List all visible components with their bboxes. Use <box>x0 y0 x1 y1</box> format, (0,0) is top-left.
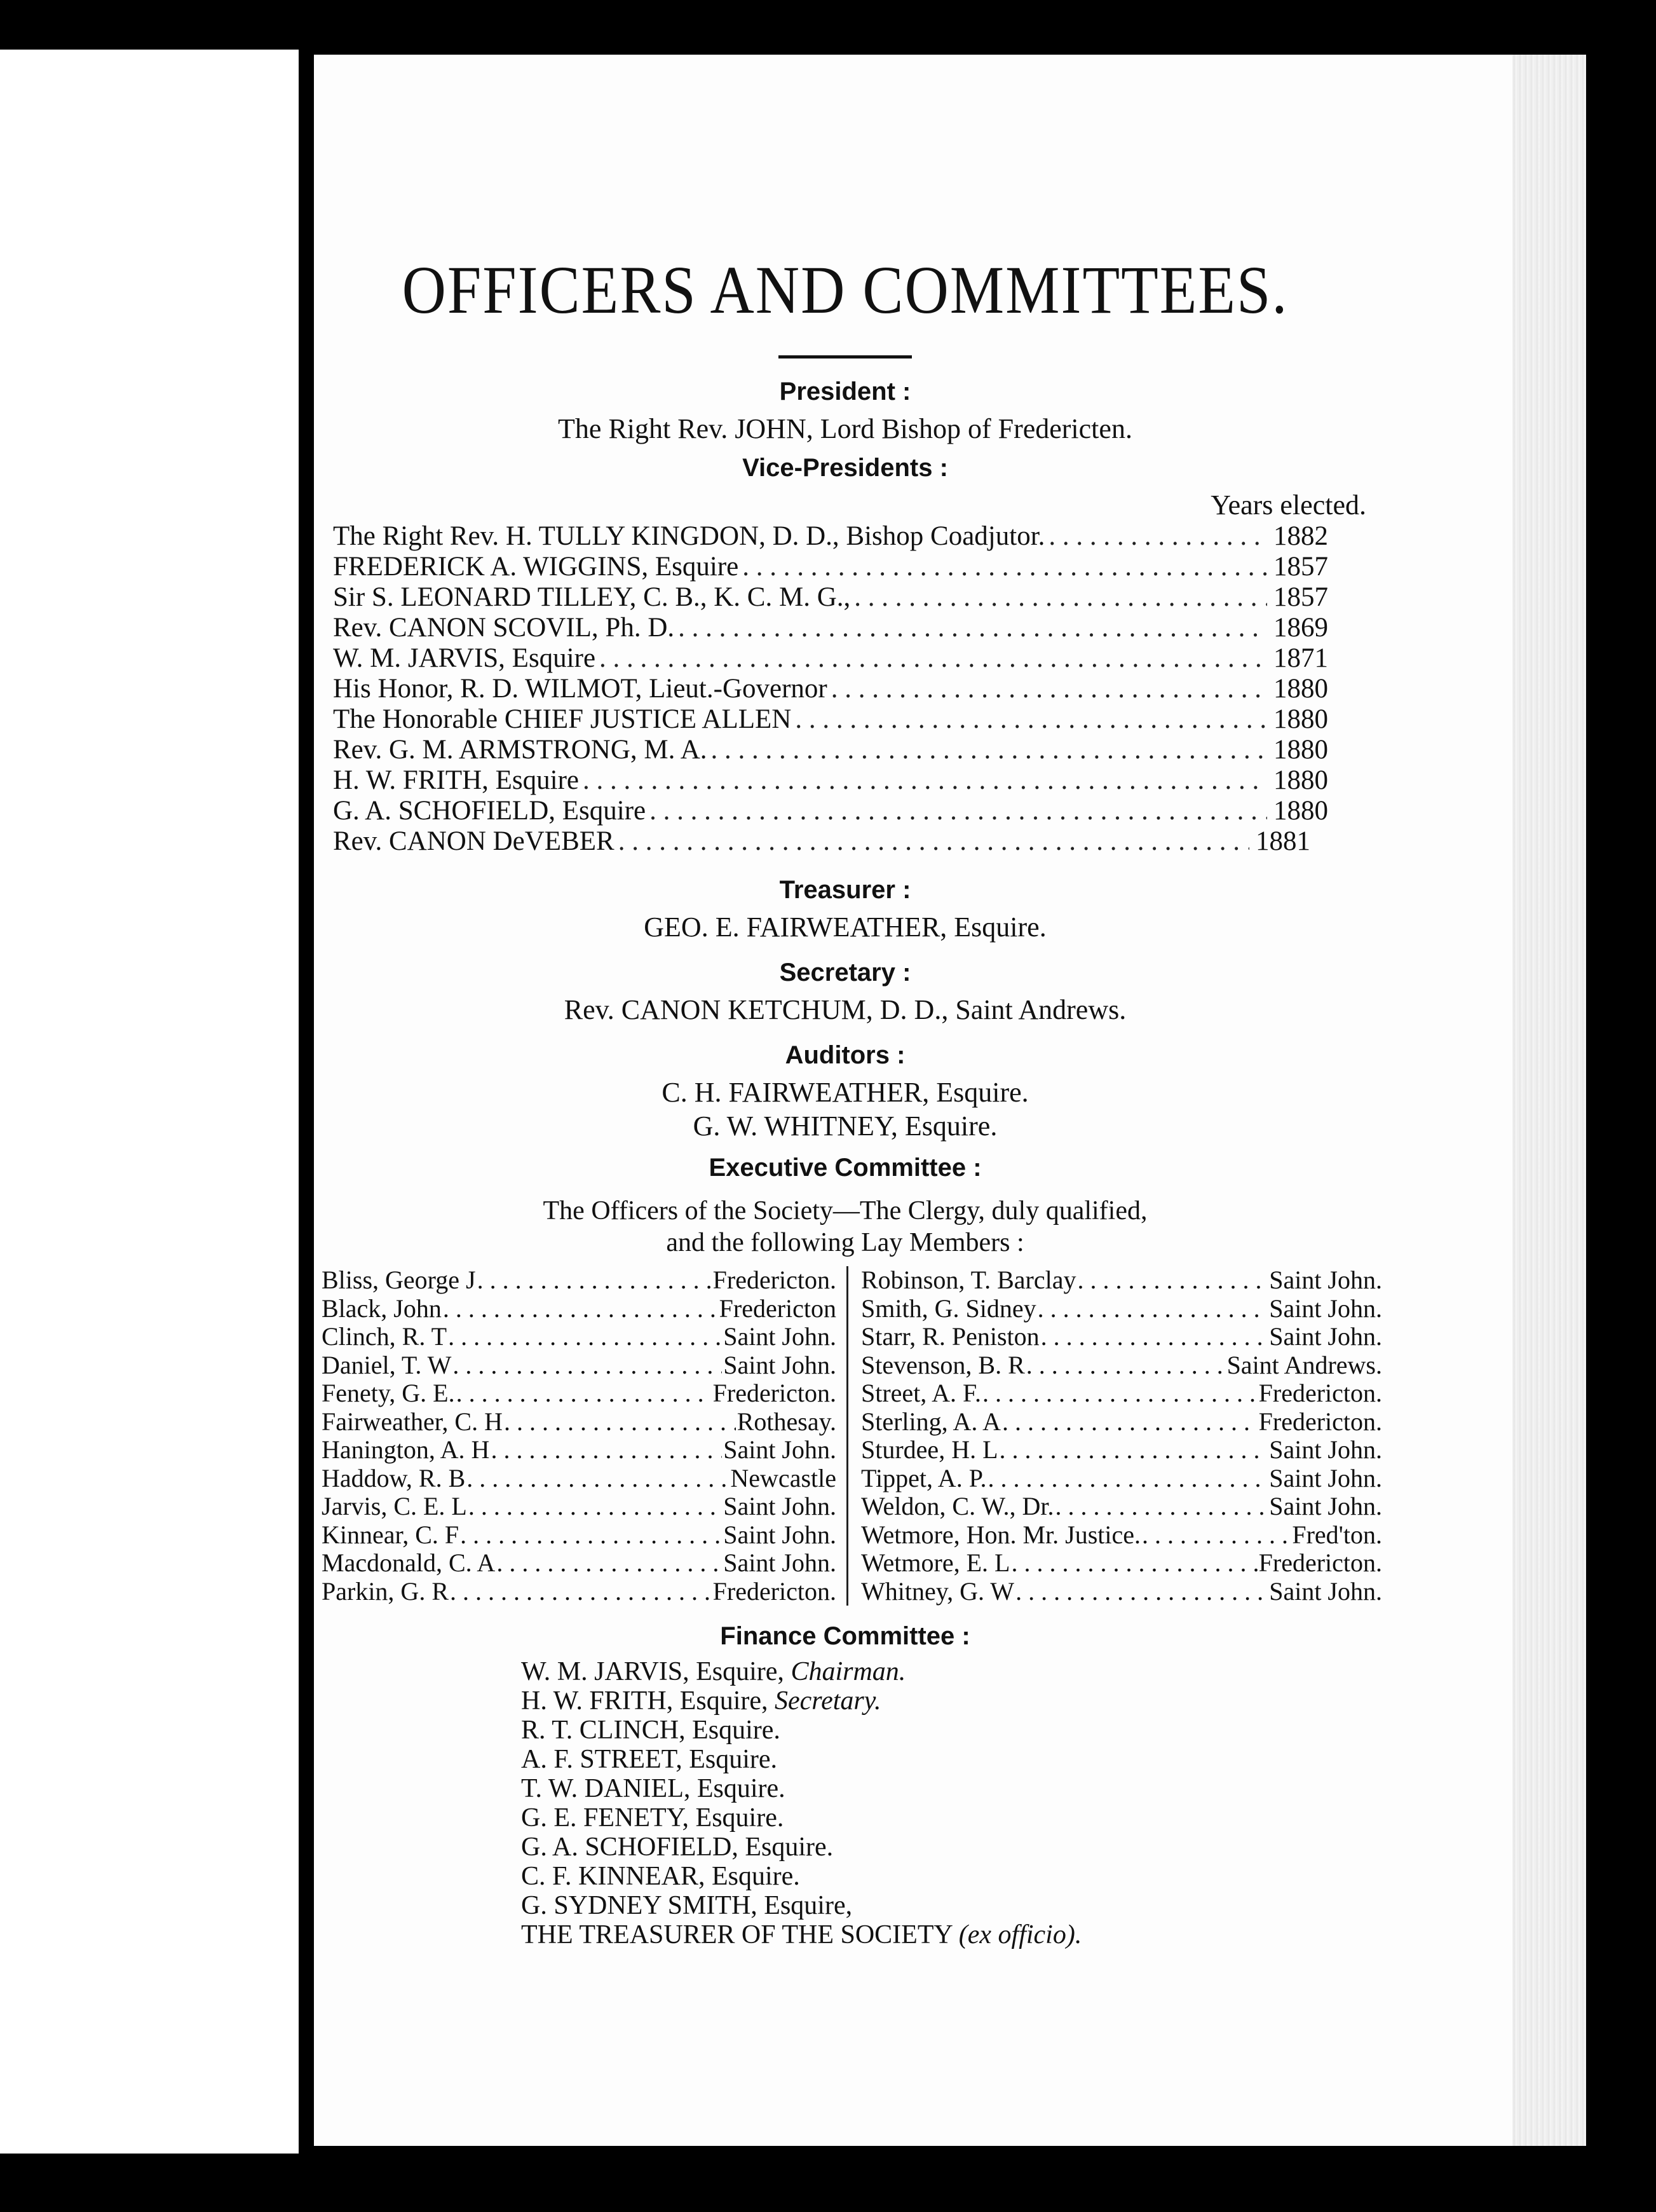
executive-intro-line: The Officers of the Society—The Clergy, duly qualified, <box>543 1196 1148 1225</box>
vp-name: FREDERICK A. WIGGINS, Esquire <box>333 552 739 582</box>
auditors-heading: Auditors : <box>785 1041 906 1069</box>
list-item: Sturdee, H. L . . . Saint John. <box>861 1436 1382 1464</box>
vice-president-row <box>324 552 1366 582</box>
list-item: Haddow, R. B . . . Newcastle <box>322 1464 836 1493</box>
vp-name: The Right Rev. H. TULLY KINGDON, D. D., Bishop Coadjutor. <box>333 521 1045 551</box>
auditor-name: G. W. WHITNEY, Esquire. <box>693 1110 998 1142</box>
list-item: G. A. SCHOFIELD, Esquire. <box>521 1833 834 1862</box>
president-heading: President : <box>779 378 911 406</box>
vice-president-row <box>324 735 1366 765</box>
vice-president-row <box>324 521 1366 552</box>
secretary-name: Rev. CANON KETCHUM, D. D., Saint Andrews. <box>564 994 1127 1025</box>
page-title: OFFICERS AND COMMITTEES. <box>402 251 1289 328</box>
vp-year: 1880 <box>1273 765 1328 795</box>
list-item: Macdonald, C. A . . . Saint John. <box>322 1549 836 1578</box>
list-item: Black, John . . . Fredericton <box>322 1295 836 1323</box>
vp-name: Rev. G. M. ARMSTRONG, M. A. <box>333 735 707 765</box>
list-item: G. E. FENETY, Esquire. <box>521 1803 784 1833</box>
lay-members-right-column <box>848 1266 1382 1606</box>
vice-president-row <box>324 765 1366 796</box>
list-item: Daniel, T. W . . . Saint John. <box>322 1351 836 1380</box>
finance-committee-list <box>521 1657 1366 1949</box>
list-item: Bliss, George J . . . Fredericton. <box>322 1266 836 1295</box>
list-item: Street, A. F. . . . Fredericton. <box>861 1379 1382 1408</box>
vp-name: The Honorable CHIEF JUSTICE ALLEN <box>333 704 792 734</box>
vp-name: G. A. SCHOFIELD, Esquire <box>333 796 646 826</box>
vp-name: His Honor, R. D. WILMOT, Lieut.-Governor <box>333 674 827 704</box>
vice-presidents-heading: Vice-Presidents : <box>742 454 948 482</box>
list-item: H. W. FRITH, Esquire, Secretary. <box>521 1686 881 1716</box>
vice-president-row <box>324 674 1366 704</box>
president-name: The Right Rev. JOHN, Lord Bishop of Fredericten. <box>558 413 1132 444</box>
vp-name: H. W. FRITH, Esquire <box>333 765 579 795</box>
list-item: Whitney, G. W . . . Saint John. <box>861 1578 1382 1606</box>
vp-year: 1869 <box>1273 613 1328 643</box>
list-item: Tippet, A. P. . . . Saint John. <box>861 1464 1382 1493</box>
previous-page <box>0 50 299 2154</box>
page-content <box>322 251 1382 1949</box>
vice-president-row <box>324 796 1366 826</box>
list-item: THE TREASURER OF THE SOCIETY (ex officio). <box>521 1920 1082 1949</box>
treasurer-heading: Treasurer : <box>779 876 911 904</box>
list-item: Smith, G. Sidney . . . Saint John. <box>861 1295 1382 1323</box>
vice-president-row <box>324 704 1366 735</box>
title-rule <box>778 355 912 358</box>
list-item: R. T. CLINCH, Esquire. <box>521 1716 780 1745</box>
vice-president-row <box>324 826 1366 857</box>
list-item: Wetmore, E. L . . . Fredericton. <box>861 1549 1382 1578</box>
list-item: Robinson, T. Barclay . . . Saint John. <box>861 1266 1382 1295</box>
vp-year: 1880 <box>1273 796 1328 826</box>
vp-year: 1857 <box>1273 552 1328 582</box>
list-item: A. F. STREET, Esquire. <box>521 1745 777 1774</box>
list-item: Weldon, C. W., Dr. . . . Saint John. <box>861 1492 1382 1521</box>
vp-year: 1880 <box>1273 704 1328 734</box>
vice-president-row <box>324 582 1366 613</box>
list-item: Jarvis, C. E. L . . . Saint John. <box>322 1492 836 1521</box>
list-item: Sterling, A. A . . . Fredericton. <box>861 1408 1382 1437</box>
finance-committee-heading: Finance Committee : <box>720 1622 970 1650</box>
treasurer-name: GEO. E. FAIRWEATHER, Esquire. <box>644 911 1047 943</box>
secretary-heading: Secretary : <box>779 959 911 987</box>
auditor-name: C. H. FAIRWEATHER, Esquire. <box>662 1077 1029 1108</box>
vp-year: 1871 <box>1273 643 1328 673</box>
list-item: Fairweather, C. H . . . Rothesay. <box>322 1408 836 1437</box>
page-edge <box>1512 55 1586 2146</box>
list-item: Starr, R. Peniston . . . Saint John. <box>861 1323 1382 1351</box>
executive-committee-heading: Executive Committee : <box>709 1154 982 1182</box>
list-item: Kinnear, C. F . . . Saint John. <box>322 1521 836 1550</box>
executive-intro <box>324 1195 1366 1259</box>
years-elected-header: Years elected. <box>1211 489 1366 521</box>
vp-year: 1880 <box>1273 674 1328 704</box>
executive-intro-line: and the following Lay Members : <box>666 1228 1024 1257</box>
vp-year: 1881 <box>1256 826 1310 856</box>
vp-name: Sir S. LEONARD TILLEY, C. B., K. C. M. G., <box>333 582 851 612</box>
lay-members-left-column <box>322 1266 848 1606</box>
list-item: C. F. KINNEAR, Esquire. <box>521 1862 800 1891</box>
list-item: Clinch, R. T . . . Saint John. <box>322 1323 836 1351</box>
vp-name: Rev. CANON SCOVIL, Ph. D. <box>333 613 675 643</box>
vice-presidents-list <box>324 521 1366 857</box>
vp-year: 1882 <box>1273 521 1328 551</box>
list-item: G. SYDNEY SMITH, Esquire, <box>521 1891 853 1920</box>
vp-name: W. M. JARVIS, Esquire <box>333 643 596 673</box>
list-item: T. W. DANIEL, Esquire. <box>521 1774 785 1803</box>
lay-members-table <box>322 1266 1382 1606</box>
list-item: Stevenson, B. R . . . Saint Andrews. <box>861 1351 1382 1380</box>
list-item: W. M. JARVIS, Esquire, Chairman. <box>521 1657 906 1686</box>
list-item: Hanington, A. H . . . Saint John. <box>322 1436 836 1464</box>
list-item: Fenety, G. E. . . . Fredericton. <box>322 1379 836 1408</box>
vp-year: 1880 <box>1273 735 1328 765</box>
vp-name: Rev. CANON DeVEBER <box>333 826 614 856</box>
vice-president-row <box>324 613 1366 643</box>
vp-year: 1857 <box>1273 582 1328 612</box>
list-item: Parkin, G. R . . . Fredericton. <box>322 1578 836 1606</box>
list-item: Wetmore, Hon. Mr. Justice. . . . Fred'ton. <box>861 1521 1382 1550</box>
book-gutter <box>299 0 314 2212</box>
vice-president-row <box>324 643 1366 674</box>
